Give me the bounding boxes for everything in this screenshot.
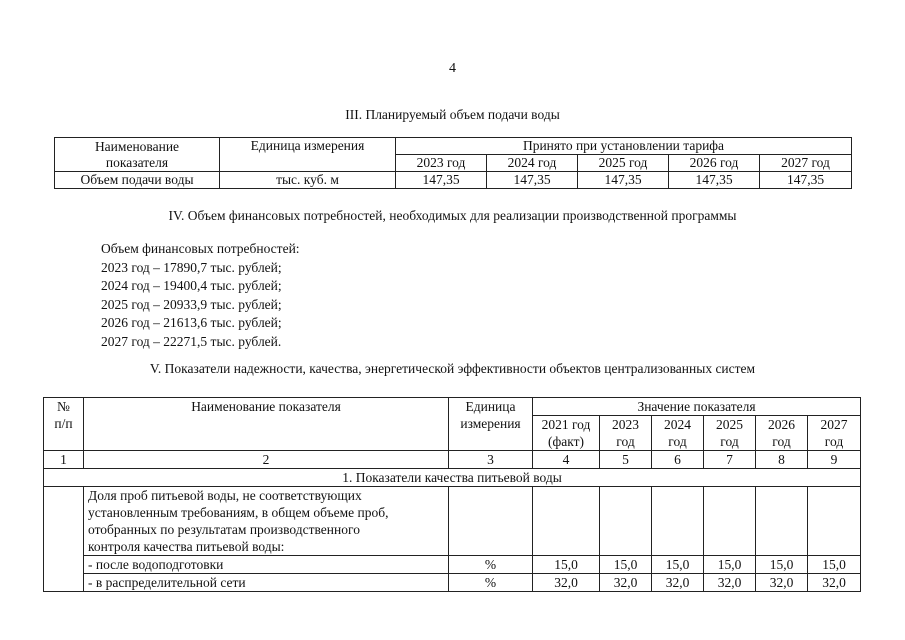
column-number: 1 bbox=[44, 451, 84, 469]
header-row-number: № п/п bbox=[44, 398, 84, 451]
header-year: 2023 год bbox=[600, 416, 652, 451]
indicator-description: Доля проб питьевой воды, не соответствующих установленным требованиям, в общем объеме проб, отобранных по результатам производственного контроля качества питьевой воды: bbox=[84, 487, 449, 556]
row-unit: тыс. куб. м bbox=[220, 172, 396, 189]
header-year: 2027 год bbox=[808, 416, 861, 451]
row-value: 15,0 bbox=[756, 556, 808, 574]
row-value: 15,0 bbox=[600, 556, 652, 574]
indicators-table bbox=[43, 397, 861, 592]
table-row bbox=[55, 172, 852, 189]
header-year: 2025 год bbox=[578, 155, 669, 172]
row-value: 15,0 bbox=[533, 556, 600, 574]
column-number: 3 bbox=[449, 451, 533, 469]
water-supply-table bbox=[54, 137, 852, 189]
header-year: 2024 год bbox=[652, 416, 704, 451]
row-name: - в распределительной сети bbox=[84, 574, 449, 592]
row-value: 147,35 bbox=[396, 172, 487, 189]
row-value: 147,35 bbox=[487, 172, 578, 189]
financial-line: Объем финансовых потребностей: bbox=[101, 241, 300, 256]
financial-line: 2026 год – 21613,6 тыс. рублей; bbox=[101, 315, 282, 330]
financial-line: 2027 год – 22271,5 тыс. рублей. bbox=[101, 333, 282, 349]
column-numbers-row bbox=[44, 451, 861, 469]
row-value: 15,0 bbox=[704, 556, 756, 574]
header-unit: Единица измерения bbox=[449, 398, 533, 451]
column-number: 4 bbox=[533, 451, 600, 469]
header-indicator-name: Наименование показателя bbox=[84, 398, 449, 451]
column-number: 9 bbox=[808, 451, 861, 469]
row-value: 147,35 bbox=[669, 172, 760, 189]
header-year: 2023 год bbox=[396, 155, 487, 172]
header-year: 2026 год bbox=[669, 155, 760, 172]
header-year: 2024 год bbox=[487, 155, 578, 172]
header-year: 2025 год bbox=[704, 416, 756, 451]
financial-line: 2023 год – 17890,7 тыс. рублей; bbox=[101, 259, 282, 275]
table-row bbox=[44, 487, 861, 556]
table-row bbox=[44, 556, 861, 574]
header-unit: Единица измерения bbox=[220, 138, 396, 172]
row-value: 15,0 bbox=[652, 556, 704, 574]
financial-line: 2025 год – 20933,9 тыс. рублей; bbox=[101, 296, 282, 312]
column-number: 8 bbox=[756, 451, 808, 469]
column-number: 5 bbox=[600, 451, 652, 469]
row-name: Объем подачи воды bbox=[55, 172, 220, 189]
row-name: - после водоподготовки bbox=[84, 556, 449, 574]
financial-line: 2024 год – 19400,4 тыс. рублей; bbox=[101, 278, 282, 293]
section-5-title: V. Показатели надежности, качества, энергетической эффективности объектов централизованных систем bbox=[149, 361, 756, 376]
header-tariff-group: Принято при установлении тарифа bbox=[396, 138, 852, 155]
financial-needs-list bbox=[101, 240, 300, 351]
subsection-title: 1. Показатели качества питьевой воды bbox=[44, 469, 861, 487]
row-value: 32,0 bbox=[808, 574, 861, 592]
header-value-group: Значение показателя bbox=[533, 398, 861, 416]
section-3-title: III. Планируемый объем подачи воды bbox=[345, 107, 560, 122]
row-value: 32,0 bbox=[652, 574, 704, 592]
header-year: 2021 год (факт) bbox=[533, 416, 600, 451]
row-value: 32,0 bbox=[704, 574, 756, 592]
section-4-title: IV. Объем финансовых потребностей, необходимых для реализации производственной программы bbox=[168, 208, 737, 223]
row-value: 147,35 bbox=[760, 172, 852, 189]
row-value: 15,0 bbox=[808, 556, 861, 574]
column-number: 6 bbox=[652, 451, 704, 469]
column-number: 7 bbox=[704, 451, 756, 469]
row-number-cell bbox=[44, 487, 84, 592]
column-number: 2 bbox=[84, 451, 449, 469]
header-year: 2027 год bbox=[760, 155, 852, 172]
row-value: 32,0 bbox=[533, 574, 600, 592]
row-value: 147,35 bbox=[578, 172, 669, 189]
page-number: 4 bbox=[449, 61, 456, 76]
header-year: 2026 год bbox=[756, 416, 808, 451]
row-value: 32,0 bbox=[600, 574, 652, 592]
table-row bbox=[44, 574, 861, 592]
row-unit: % bbox=[449, 574, 533, 592]
row-value: 32,0 bbox=[756, 574, 808, 592]
header-indicator-name: Наименование показателя bbox=[55, 138, 220, 172]
row-unit: % bbox=[449, 556, 533, 574]
